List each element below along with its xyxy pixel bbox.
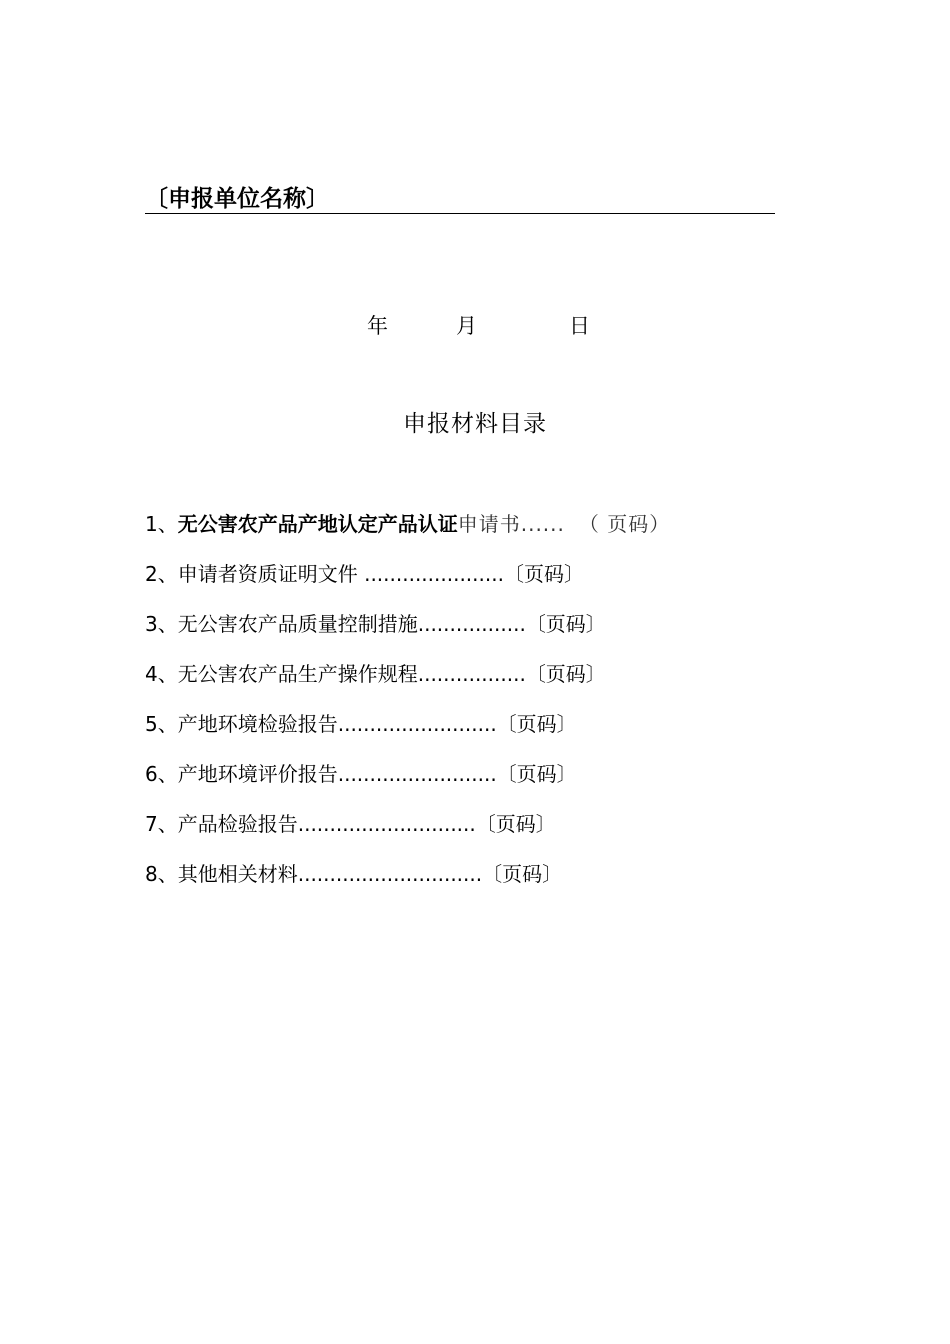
toc-item-dots: ......................... (337, 712, 497, 736)
toc-item-text: 无公害农产品生产操作规程 (177, 662, 418, 686)
toc-item-number: 6、 (145, 762, 178, 786)
toc-item-text: 产地环境评价报告 (177, 762, 338, 786)
toc-list (145, 508, 845, 908)
toc-item-page: 〔页码〕 (496, 712, 577, 736)
toc-item-page: 〔页码〕 (475, 812, 556, 836)
toc-item-page: （ 页码） (578, 512, 671, 536)
toc-item-number: 1、 (145, 512, 178, 536)
toc-item-number: 3、 (145, 612, 178, 636)
toc-title: 申报材料目录 (403, 411, 547, 437)
toc-item-page: 〔页码〕 (496, 762, 577, 786)
toc-item-plain-text: 申请书 (457, 512, 521, 536)
toc-item-text: 产品检验报告 (177, 812, 298, 836)
toc-item-1 (145, 508, 845, 558)
applicant-name-field[interactable] (145, 184, 775, 214)
toc-item-page: 〔页码〕 (503, 562, 584, 586)
toc-item-text: 其他相关材料 (177, 862, 298, 886)
toc-item-text: 申请者资质证明文件 (177, 562, 358, 586)
toc-item-number: 2、 (145, 562, 178, 586)
toc-item-dots: ......................... (337, 762, 497, 786)
toc-item-dots: ............................. (297, 862, 483, 886)
date-month-label: 月 (456, 314, 477, 338)
toc-item-dots: ............................ (297, 812, 476, 836)
toc-item-page: 〔页码〕 (525, 612, 606, 636)
toc-item-4 (145, 658, 845, 708)
toc-item-number: 5、 (145, 712, 178, 736)
toc-item-number: 7、 (145, 812, 178, 836)
toc-item-dots: ................. (417, 612, 526, 636)
toc-item-dots: ...................... (357, 562, 504, 586)
toc-item-bold-text: 无公害农产品产地认定产品认证 (177, 512, 458, 536)
toc-item-number: 8、 (145, 862, 178, 886)
toc-item-8 (145, 858, 845, 908)
toc-item-page: 〔页码〕 (525, 662, 606, 686)
toc-item-6 (145, 758, 845, 808)
toc-item-text: 产地环境检验报告 (177, 712, 338, 736)
date-day-label: 日 (569, 314, 590, 338)
toc-item-2 (145, 558, 845, 608)
toc-item-dots: ................. (417, 662, 526, 686)
date-line (0, 312, 950, 340)
applicant-name-label: 〔申报单位名称〕 (145, 186, 329, 212)
toc-item-number: 4、 (145, 662, 178, 686)
toc-item-text: 无公害农产品质量控制措施 (177, 612, 418, 636)
toc-item-dots: ...... (520, 512, 565, 536)
toc-item-5 (145, 708, 845, 758)
toc-item-page: 〔页码〕 (482, 862, 563, 886)
toc-item-7 (145, 808, 845, 858)
toc-item-3 (145, 608, 845, 658)
date-year-label: 年 (367, 314, 388, 338)
